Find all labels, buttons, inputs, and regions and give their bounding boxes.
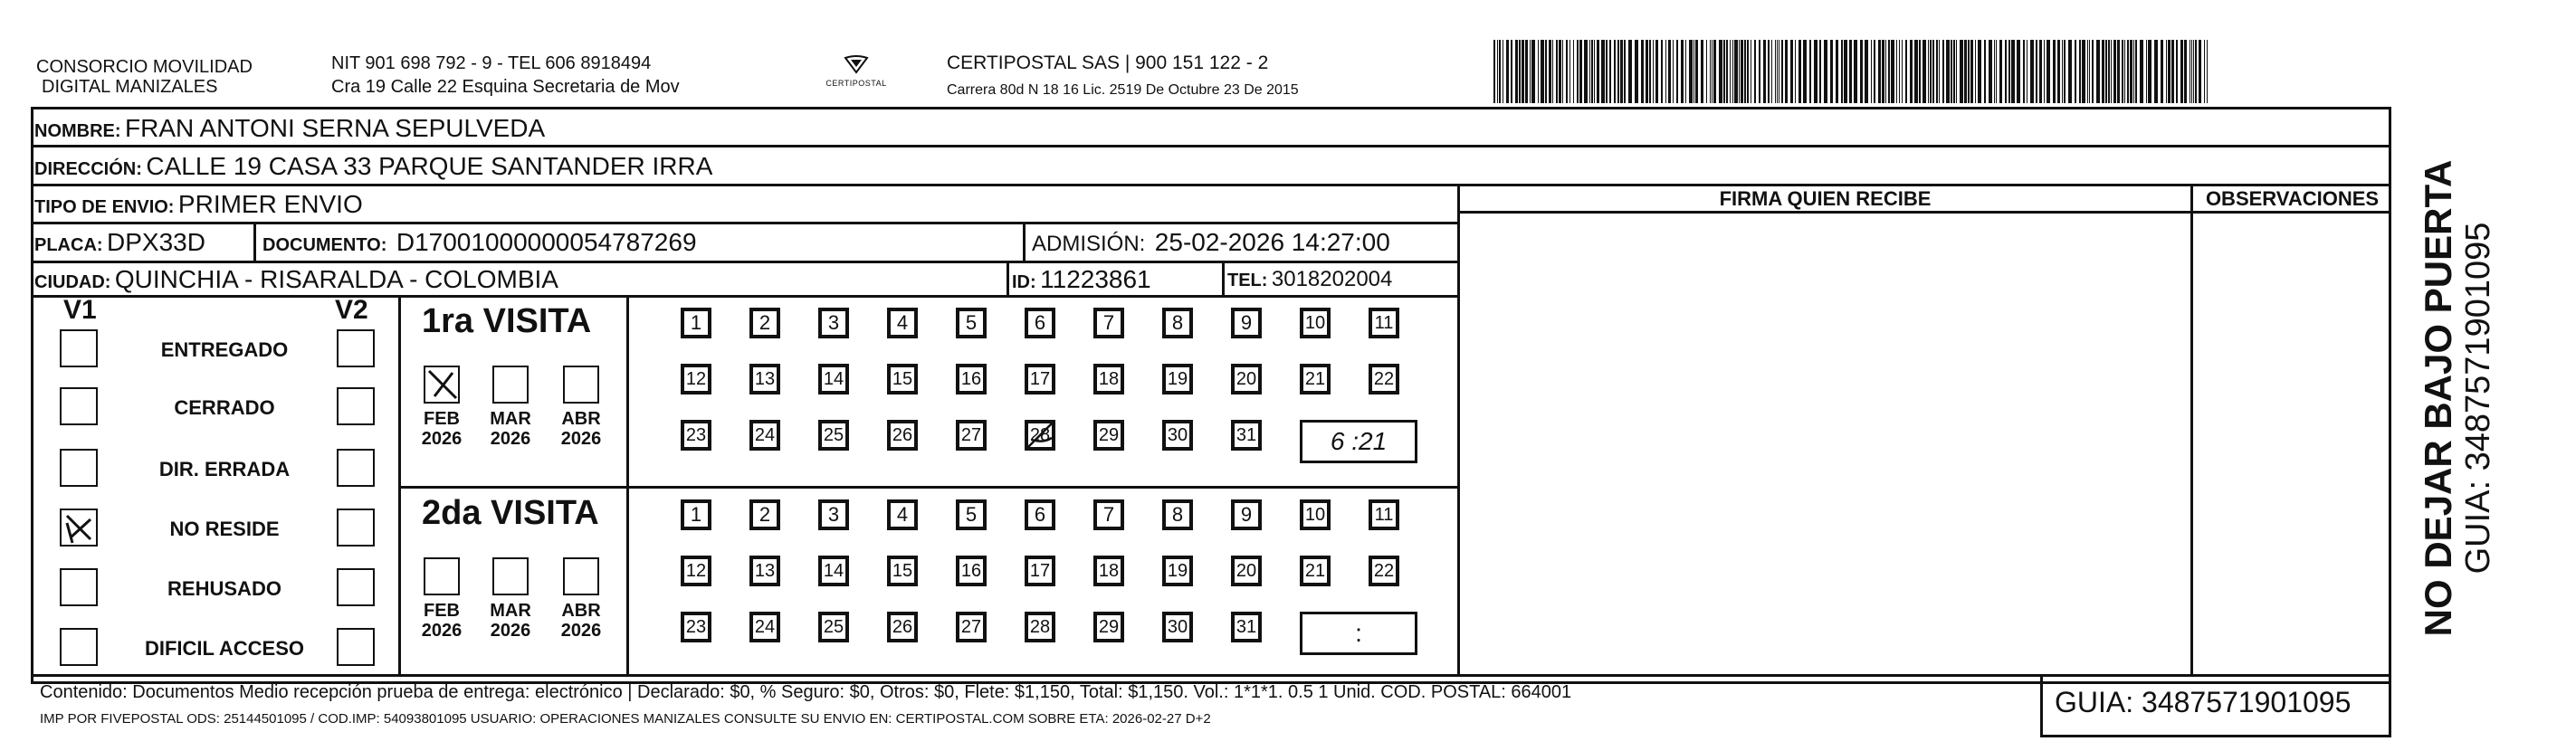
check-mark-icon [425,367,458,402]
second-visit-day-box[interactable] [1025,499,1055,530]
direccion-row [34,150,712,183]
v2-header: V2 [335,295,368,325]
first-visit-day-box[interactable] [1025,308,1055,338]
v1-checkbox-2[interactable] [60,387,98,425]
documento-value: D17001000000054787269 [396,228,697,256]
placa-row [34,226,250,259]
day-number: 23 [682,613,710,641]
first-visit-day-box[interactable] [681,420,711,451]
month-year: 2026 [421,621,463,641]
second-visit-day-box[interactable] [681,499,711,530]
first-visit-day-box[interactable] [1162,420,1193,451]
firma-header: FIRMA QUIEN RECIBE [1719,187,1932,210]
day-number: 11 [1370,309,1398,337]
first-visit-day-box[interactable] [1162,364,1193,395]
second-visit-day-box[interactable] [1231,499,1262,530]
day-number: 18 [1095,557,1122,585]
second-visit-day-box[interactable] [1369,556,1399,586]
first-visit-day-box[interactable] [1093,420,1124,451]
second-visit-day-box[interactable] [1300,556,1331,586]
first-visit-month-box-2[interactable] [492,366,529,404]
day-number: 25 [820,613,847,641]
day-number: 21 [1302,557,1329,585]
second-visit-month-label [556,601,606,641]
day-number: 5 [958,309,985,337]
day-number: 25 [820,422,847,449]
second-visit-day-box[interactable] [749,556,780,586]
nombre-value: FRAN ANTONI SERNA SEPULVEDA [125,114,546,142]
second-visit-day-box[interactable] [1162,499,1193,530]
first-visit-day-box[interactable] [1162,308,1193,338]
second-visit-day-box[interactable] [1369,499,1399,530]
ciudad-row [34,263,1003,296]
v2-checkbox-3[interactable] [337,449,375,487]
imp-line: IMP POR FIVEPOSTAL ODS: 25144501095 / COD.IMP: 54093801095 USUARIO: OPERACIONES MANIZALES CONSULTE SU ENVIO EN: CERTIPOSTAL.COM SOBRE ETA: 2026-02-27 D+2 [40,711,1211,727]
first-visit-day-box[interactable] [818,364,849,395]
month-name: MAR [490,601,531,621]
second-visit-day-box[interactable] [818,556,849,586]
logo-text: CERTIPOSTAL [825,79,887,88]
first-visit-month-label [485,409,536,449]
day-number: 12 [682,557,710,585]
first-visit-day-box[interactable] [749,308,780,338]
status-label: DIFICIL ACCESO [144,637,304,660]
day-number: 28 [1026,422,1054,449]
second-visit-month-label [416,601,467,641]
day-number: 9 [1233,309,1260,337]
tipo-envio-value: PRIMER ENVIO [177,190,363,218]
day-number: 14 [820,366,847,393]
nit-line: NIT 901 698 792 - 9 - TEL 606 8918494 [331,53,652,73]
second-visit-day-box[interactable] [1093,556,1124,586]
barcode [1493,40,2212,103]
first-visit-day-box[interactable] [1300,364,1331,395]
company-name-line1: CONSORCIO MOVILIDAD [36,57,253,77]
day-number: 24 [751,613,778,641]
documento-row [262,226,1014,259]
first-visit-day-box[interactable] [956,364,987,395]
second-visit-day-box[interactable] [956,499,987,530]
status-label: REHUSADO [167,577,281,600]
day-number: 19 [1164,366,1191,393]
second-visit-time-box[interactable]: : [1300,612,1417,655]
second-visit-day-box[interactable] [887,612,918,642]
admision-value: 25-02-2026 14:27:00 [1154,228,1390,256]
day-number: 24 [751,422,778,449]
id-value: 11223861 [1040,265,1151,293]
day-number: 26 [889,613,916,641]
day-number: 18 [1095,366,1122,393]
first-visit-day-box[interactable] [887,308,918,338]
second-visit-day-box[interactable] [1025,556,1055,586]
v2-checkbox-6[interactable] [337,628,375,666]
day-number: 16 [958,366,985,393]
first-visit-day-box[interactable] [818,308,849,338]
observaciones-header: OBSERVACIONES [2205,187,2380,210]
first-visit-day-box[interactable] [1093,308,1124,338]
day-number: 19 [1164,557,1191,585]
day-number: 9 [1233,501,1260,528]
status-label: DIR. ERRADA [158,458,291,480]
day-number: 29 [1095,613,1122,641]
month-year: 2026 [421,429,463,449]
day-number: 3 [820,309,847,337]
tel-value: 3018202004 [1271,267,1393,291]
first-visit-day-box[interactable] [681,364,711,395]
first-visit-day-box[interactable] [1231,308,1262,338]
v1-checkbox-1[interactable] [60,329,98,367]
first-visit-day-box[interactable] [887,364,918,395]
day-number: 8 [1164,501,1191,528]
v1-checkbox-3[interactable] [60,449,98,487]
first-visit-month-label [416,409,467,449]
courier-info-line1: CERTIPOSTAL SAS | 900 151 122 - 2 [947,52,1269,73]
day-number: 8 [1164,309,1191,337]
first-visit-day-box[interactable] [956,420,987,451]
status-label: ENTREGADO [160,338,289,361]
second-visit-day-box[interactable] [1093,612,1124,642]
no-dejar-warning: NO DEJAR BAJO PUERTA [2417,159,2459,637]
day-number: 7 [1095,309,1122,337]
status-label: CERRADO [174,396,275,419]
courier-info-line2: Carrera 80d N 18 16 Lic. 2519 De Octubre 23 De 2015 [947,82,1299,98]
day-number: 7 [1095,501,1122,528]
second-visit-day-box[interactable] [749,499,780,530]
v1-checkbox-5[interactable] [60,568,98,606]
v1-checkbox-4[interactable] [60,509,98,547]
first-visit-day-box[interactable] [1369,308,1399,338]
v1-header: V1 [63,295,97,325]
day-number: 4 [889,501,916,528]
day-number: 20 [1233,366,1260,393]
second-visit-day-box[interactable] [887,499,918,530]
day-number: 2 [751,309,778,337]
day-number: 17 [1026,366,1054,393]
day-number: 21 [1302,366,1329,393]
second-visit-day-box[interactable] [1300,499,1331,530]
first-visit-title: 1ra VISITA [422,302,592,340]
first-visit-day-box[interactable] [1300,308,1331,338]
second-visit-day-box[interactable] [1162,612,1193,642]
day-number: 13 [751,557,778,585]
day-number: 13 [751,366,778,393]
id-row [1012,263,1220,296]
tipo-envio-label: TIPO DE ENVIO: [34,197,175,217]
first-visit-day-box[interactable] [749,364,780,395]
v2-checkbox-5[interactable] [337,568,375,606]
second-visit-day-box[interactable] [1025,612,1055,642]
v1-checkbox-6[interactable] [60,628,98,666]
id-label: ID: [1012,272,1036,292]
day-number: 5 [958,501,985,528]
day-number: 1 [682,309,710,337]
first-visit-day-box[interactable] [887,420,918,451]
placa-label: PLACA: [34,235,103,255]
side-text-area [2408,145,2507,651]
day-number: 3 [820,501,847,528]
day-number: 10 [1302,309,1329,337]
first-visit-day-box[interactable] [1369,364,1399,395]
day-number: 30 [1164,613,1191,641]
second-visit-day-box[interactable] [1231,612,1262,642]
day-number: 31 [1233,422,1260,449]
footer-guia: GUIA: 3487571901095 [2055,686,2352,718]
documento-label: DOCUMENTO: [262,235,387,255]
day-number: 30 [1164,422,1191,449]
day-number: 15 [889,366,916,393]
second-visit-day-box[interactable] [681,556,711,586]
month-name: FEB [424,409,460,429]
month-year: 2026 [490,621,531,641]
day-number: 26 [889,422,916,449]
second-visit-day-box[interactable] [749,612,780,642]
first-visit-day-box[interactable] [1025,364,1055,395]
first-visit-day-box[interactable] [1025,420,1055,451]
day-number: 4 [889,309,916,337]
month-name: MAR [490,409,531,429]
ciudad-label: CIUDAD: [34,272,111,292]
logo-icon [843,54,870,76]
day-number: 10 [1302,501,1329,528]
second-visit-day-box[interactable] [1162,556,1193,586]
first-visit-month-label [556,409,606,449]
tipo-envio-row [34,188,363,221]
day-number: 29 [1095,422,1122,449]
day-number: 6 [1026,309,1054,337]
month-year: 2026 [560,429,602,449]
v2-checkbox-2[interactable] [337,387,375,425]
day-number: 22 [1370,366,1398,393]
first-visit-month-box-1[interactable] [424,366,460,404]
day-number: 2 [751,501,778,528]
second-visit-day-box[interactable] [1231,556,1262,586]
first-visit-day-box[interactable] [1231,364,1262,395]
tel-label: TEL: [1227,271,1268,290]
admision-row [1032,226,1457,259]
second-visit-day-box[interactable] [956,612,987,642]
day-number: 20 [1233,557,1260,585]
v2-checkbox-1[interactable] [337,329,375,367]
placa-value: DPX33D [107,228,205,256]
second-visit-day-box[interactable] [818,499,849,530]
tel-row [1227,263,1455,296]
certipostal-logo [820,54,892,88]
month-year: 2026 [560,621,602,641]
day-number: 1 [682,501,710,528]
check-mark-icon [62,510,96,545]
first-visit-month-box-3[interactable] [563,366,599,404]
day-number: 11 [1370,501,1398,528]
first-visit-day-box[interactable] [1093,364,1124,395]
day-number: 27 [958,422,985,449]
first-visit-time-box[interactable]: 6 :21 [1300,420,1417,463]
second-visit-day-box[interactable] [818,612,849,642]
company-name-line2: DIGITAL MANIZALES [42,77,218,97]
side-guia: GUIA: 3487571901095 [2459,222,2497,575]
second-visit-day-box[interactable] [681,612,711,642]
second-visit-title: 2da VISITA [422,494,599,532]
second-visit-month-box-3[interactable] [563,557,599,595]
v2-checkbox-4[interactable] [337,509,375,547]
second-visit-day-box[interactable] [956,556,987,586]
first-visit-day-box[interactable] [749,420,780,451]
day-number: 12 [682,366,710,393]
day-number: 6 [1026,501,1054,528]
second-visit-day-box[interactable] [1093,499,1124,530]
day-number: 31 [1233,613,1260,641]
second-visit-day-box[interactable] [887,556,918,586]
nombre-label: NOMBRE: [34,121,121,141]
day-number: 14 [820,557,847,585]
day-number: 28 [1026,613,1054,641]
second-visit-month-box-2[interactable] [492,557,529,595]
second-visit-month-box-1[interactable] [424,557,460,595]
first-visit-day-box[interactable] [681,308,711,338]
nombre-row [34,112,545,145]
day-number: 15 [889,557,916,585]
direccion-value: CALLE 19 CASA 33 PARQUE SANTANDER IRRA [146,152,713,180]
first-visit-day-box[interactable] [1231,420,1262,451]
first-visit-day-box[interactable] [818,420,849,451]
month-name: ABR [561,409,601,429]
contenido-line: Contenido: Documentos Medio recepción prueba de entrega: electrónico | Declarado: $0, % Seguro: $0, Otros: $0, Flete: $1,150, Total: $1,150. Vol.: 1*1*1. 0.5 1 Unid. COD. POSTAL: 664001 [40,682,1572,702]
ciudad-value: QUINCHIA - RISARALDA - COLOMBIA [114,265,558,293]
day-number: 23 [682,422,710,449]
second-visit-month-label [485,601,536,641]
month-year: 2026 [490,429,531,449]
month-name: FEB [424,601,460,621]
first-visit-day-box[interactable] [956,308,987,338]
company-address: Cra 19 Calle 22 Esquina Secretaria de Mov [331,77,680,97]
month-name: ABR [561,601,601,621]
admision-label: ADMISIÓN: [1032,232,1146,256]
day-number: 22 [1370,557,1398,585]
status-label: NO RESIDE [169,518,280,540]
direccion-label: DIRECCIÓN: [34,159,142,179]
day-number: 27 [958,613,985,641]
day-number: 17 [1026,557,1054,585]
day-number: 16 [958,557,985,585]
